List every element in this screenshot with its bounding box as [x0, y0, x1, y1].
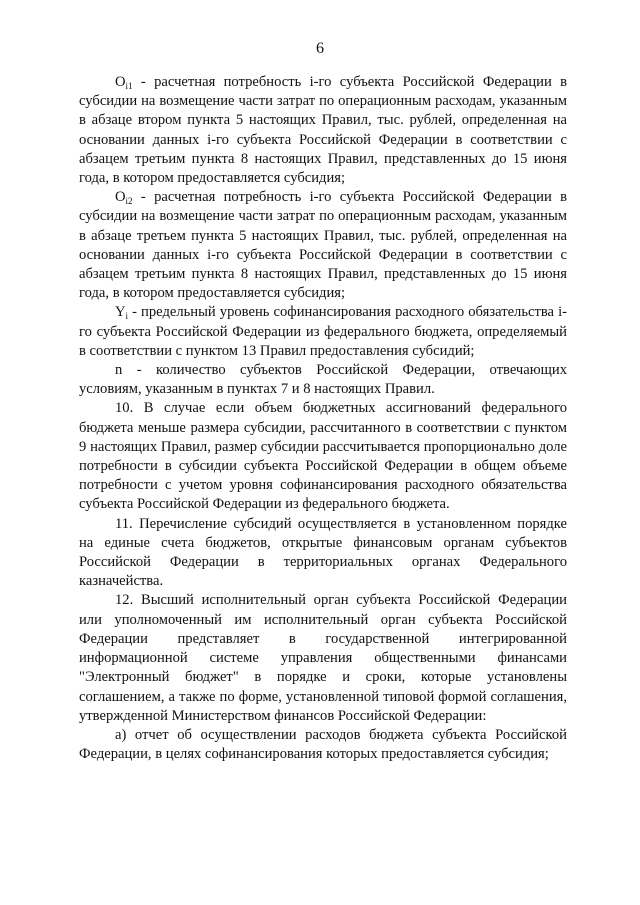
document-body — [79, 73, 567, 764]
definition-text: - расчетная потребность i-го субъекта Российской Федерации в субсидии на возмещение части затрат по операционным расходам, указанным в абзаце третьем пункта 5 настоящих Правил, тыс. рублей, определенная на основании данных i-го субъекта Российской Федерации в соответствии с абзацем третьим пункта 8 настоящих Правил, представленных до 15 июня года, в котором предоставляется субсидия; — [79, 189, 567, 302]
symbol-oi2 — [115, 188, 133, 207]
paragraph-12a: а) отчет об осуществлении расходов бюджета субъекта Российской Федерации, в целях софинансирования которых предоставляется субсидия; — [79, 726, 567, 763]
symbol-oi1 — [115, 73, 133, 92]
definition-oi2 — [79, 188, 567, 303]
symbol-subscript: i — [125, 311, 129, 322]
symbol-yi — [115, 303, 128, 322]
definition-text: - расчетная потребность i-го субъекта Российской Федерации в субсидии на возмещение части затрат по операционным расходам, указанным в абзаце втором пункта 5 настоящих Правил, тыс. рублей, определенная на основании данных i-го субъекта Российской Федерации в соответствии с абзацем третьим пункта 8 настоящих Правил, представленных до 15 июня года, в котором предоставляется субсидия; — [79, 74, 567, 187]
symbol-subscript: i2 — [125, 196, 133, 207]
page-number: 6 — [316, 40, 324, 57]
paragraph-11: 11. Перечисление субсидий осуществляется в установленном порядке на единые счета бюджетов, открытые финансовым органам субъектов Российской Федерации в территориальных органах Федерального казначейства. — [79, 515, 567, 590]
definition-yi — [79, 303, 567, 361]
definition-text: - количество субъектов Российской Федерации, отвечающих условиям, указанным в пунктах 7 и 8 настоящих Правил. — [79, 362, 567, 398]
paragraph-12: 12. Высший исполнительный орган субъекта Российской Федерации или уполномоченный им исполнительный орган субъекта Российской Федерации представляет в государственной интегрированной информационной системе управления общественными финансами "Электронный бюджет" в порядке и сроки, которые установлены соглашением, а также по форме, установленной типовой формой соглашения, утвержденной Министерством финансов Российской Федерации: — [79, 592, 567, 724]
definition-oi1 — [79, 73, 567, 188]
symbol-subscript: i1 — [125, 81, 133, 91]
symbol-letter: Y — [115, 304, 126, 321]
symbol-letter: O — [115, 74, 126, 90]
paragraph-10: 10. В случае если объем бюджетных ассигнований федерального бюджета меньше размера субсидии, рассчитанного в соответствии с пунктом 9 настоящих Правил, размер субсидии рассчитывается пропорционально доле потребности в субсидии субъекта Российской Федерации в общем объеме потребности с учетом уровня софинансирования расходного обязательства субъекта Российской Федерации из федерального бюджета. — [79, 400, 567, 513]
symbol-letter: n — [115, 362, 123, 379]
symbol-letter: O — [115, 189, 126, 206]
definition-text: - предельный уровень софинансирования расходного обязательства i-го субъекта Российской Федерации из федерального бюджета, определяемый в соответствии с пунктом 13 Правил предоставления субсидий; — [79, 304, 567, 359]
definition-n — [79, 361, 567, 399]
